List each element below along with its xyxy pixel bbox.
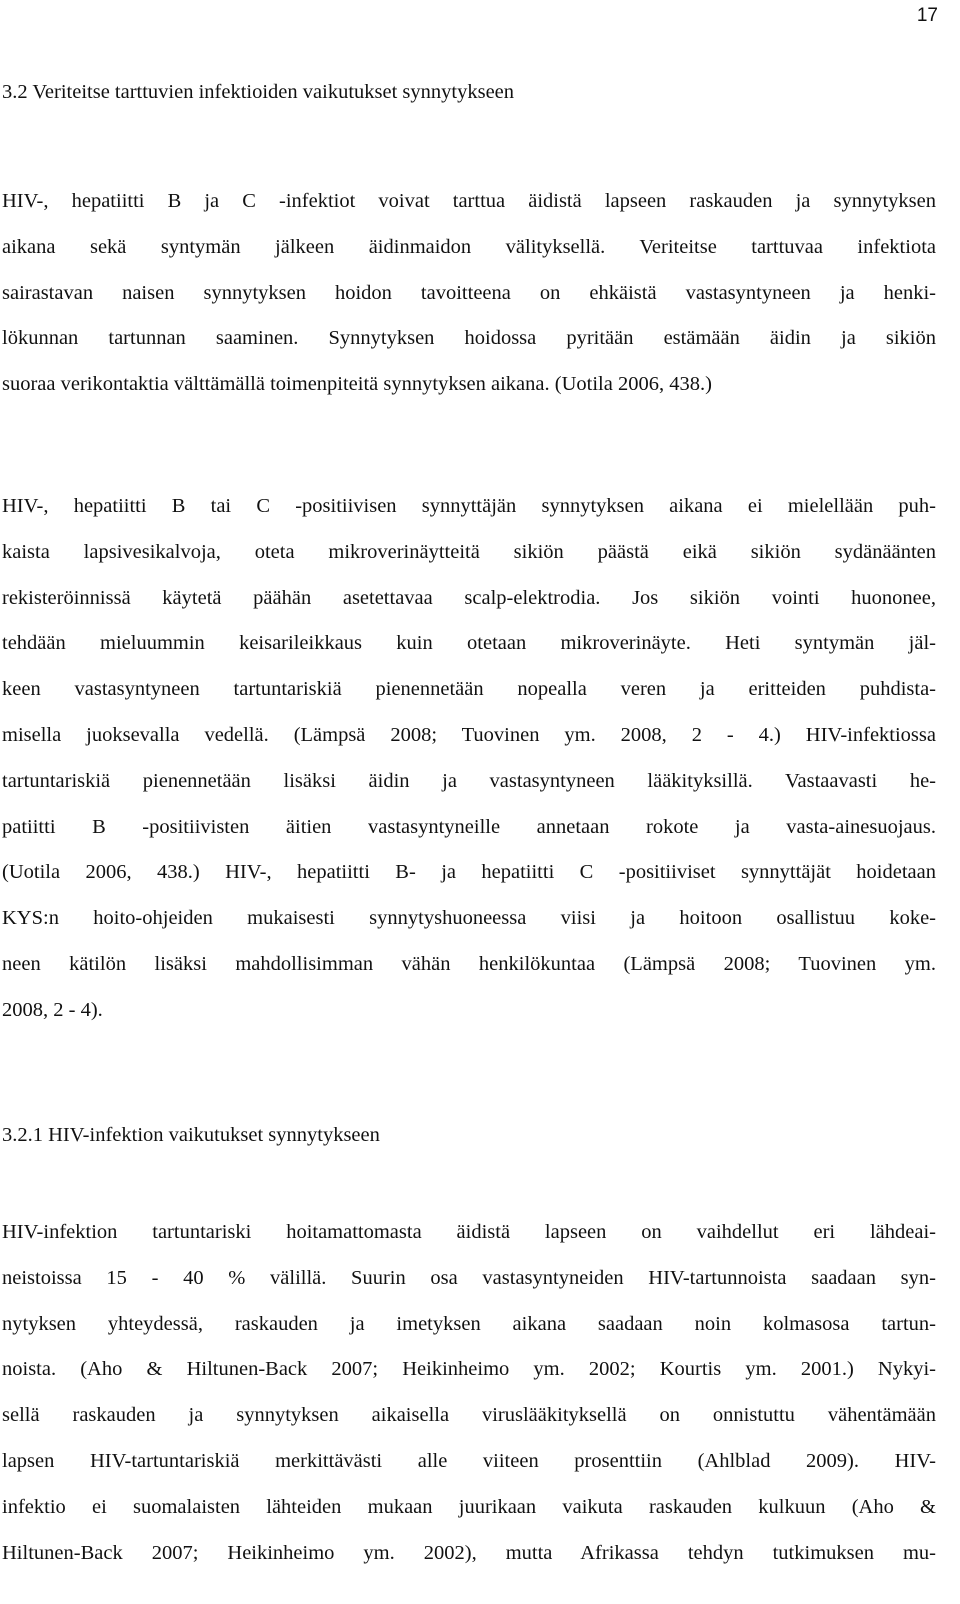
paragraph-1 bbox=[2, 179, 936, 408]
section-heading: 3.2 Veriteitse tarttuvien infektioiden vaikutukset synnytykseen bbox=[2, 81, 515, 103]
paragraph-2 bbox=[2, 484, 936, 1034]
text-line: HIV-infektion tartuntariski hoitamattomasta äidistä lapseen on vaihdellut eri lähdeai- bbox=[2, 1221, 936, 1243]
text-line: patiitti B -positiivisten äitien vastasyntyneille annetaan rokote ja vasta-ainesuojaus. bbox=[2, 815, 936, 838]
text-line: neistoissa 15 - 40 % välillä. Suurin osa vastasyntyneiden HIV-tartunnoista saadaan syn- bbox=[2, 1266, 936, 1289]
text-line: neen kätilön lisäksi mahdollisimman vähän henkilökuntaa (Lämpsä 2008; Tuovinen ym. bbox=[2, 952, 936, 975]
text-line: rekisteröinnissä käytetä päähän asetettavaa scalp-elektrodia. Jos sikiön vointi huononee, bbox=[2, 586, 936, 609]
text-line: tartuntariskiä pienennetään lisäksi äidin ja vastasyntyneen lääkityksillä. Vastaavasti he- bbox=[2, 769, 936, 792]
page-number: 17 bbox=[916, 5, 938, 26]
text-line: keen vastasyntyneen tartuntariskiä pienennetään nopealla veren ja eritteiden puhdista- bbox=[2, 678, 936, 701]
text-line: kaista lapsivesikalvoja, oteta mikroverinäytteitä sikiön päästä eikä sikiön sydänäänten bbox=[2, 540, 936, 563]
text-line: tehdään mieluummin keisarileikkaus kuin otetaan mikroverinäyte. Heti syntymän jäl- bbox=[2, 632, 936, 655]
text-line: lapsen HIV-tartuntariskiä merkittävästi alle viiteen prosenttiin (Ahlblad 2009). HIV- bbox=[2, 1449, 936, 1472]
subsection-heading: 3.2.1 HIV-infektion vaikutukset synnytykseen bbox=[2, 1124, 380, 1146]
text-line: nytyksen yhteydessä, raskauden ja imetyksen aikana saadaan noin kolmasosa tartun- bbox=[2, 1312, 936, 1335]
text-line: (Uotila 2006, 438.) HIV-, hepatiitti B- ja hepatiitti C -positiiviset synnyttäjät hoidetaan bbox=[2, 861, 936, 884]
text-line: KYS:n hoito-ohjeiden mukaisesti synnytyshuoneessa viisi ja hoitoon osallistuu koke- bbox=[2, 907, 936, 930]
text-line: HIV-, hepatiitti B ja C -infektiot voivat tarttua äidistä lapseen raskauden ja synnytyksen bbox=[2, 190, 936, 212]
text-line: aikana sekä syntymän jälkeen äidinmaidon välityksellä. Veriteitse tarttuvaa infektiota bbox=[2, 235, 936, 258]
paragraph-3 bbox=[2, 1210, 936, 1576]
text-line: Hiltunen-Back 2007; Heikinheimo ym. 2002), mutta Afrikassa tehdyn tutkimuksen mu- bbox=[2, 1541, 936, 1564]
text-line: noista. (Aho & Hiltunen-Back 2007; Heikinheimo ym. 2002; Kourtis ym. 2001.) Nykyi- bbox=[2, 1358, 936, 1381]
text-line: infektio ei suomalaisten lähteiden mukaan juurikaan vaikuta raskauden kulkuun (Aho & bbox=[2, 1495, 936, 1518]
text-line: HIV-, hepatiitti B tai C -positiivisen synnyttäjän synnytyksen aikana ei mielellään puh- bbox=[2, 495, 936, 517]
text-line: suoraa verikontaktia välttämällä toimenpiteitä synnytyksen aikana. (Uotila 2006, 438.) bbox=[2, 373, 712, 396]
text-line: misella juoksevalla vedellä. (Lämpsä 2008; Tuovinen ym. 2008, 2 - 4.) HIV-infektiossa bbox=[2, 723, 936, 746]
text-line: 2008, 2 - 4). bbox=[2, 998, 103, 1021]
text-line: sairastavan naisen synnytyksen hoidon tavoitteena on ehkäistä vastasyntyneen ja henki- bbox=[2, 281, 936, 304]
text-line: lökunnan tartunnan saaminen. Synnytyksen hoidossa pyritään estämään äidin ja sikiön bbox=[2, 327, 936, 350]
text-line: sellä raskauden ja synnytyksen aikaisella viruslääkityksellä on onnistuttu vähentämään bbox=[2, 1404, 936, 1427]
